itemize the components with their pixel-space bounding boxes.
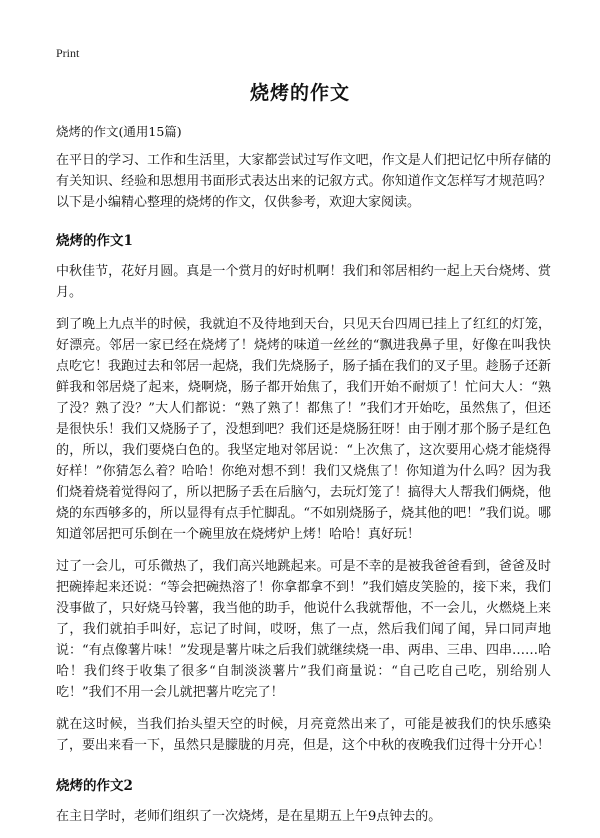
section-paragraph: 到了晚上九点半的时候，我就迫不及待地到天台，只见天台四周已挂上了红红的灯笼，好漂亮。邻居一家已经在烧烤了！烧烤的味道一丝丝的“飘进我鼻子里，好像在叫我快点吃它！我跑过去和邻居一起烧，我们先烧肠子，肠子插在我们的叉子里。趁肠子还新鲜我和邻居烧了起来，烧啊烧，肠子都开始焦了，我们开始不耐烦了！忙问大人：“熟了没？熟了没？”大人们都说：“熟了熟了！都焦了！”我们才开始吃，虽然焦了，但还是很快乐！我们又烧肠子了，没想到吧？我们还是烧肠狂呀！由于刚才那个肠子是红色的，所以，我们要烧白色的。我坚定地对邻居说：“上次焦了，这次要用心烧才能烧得好样！”你猜怎么着？哈哈！你绝对想不到！我们又烧焦了！你知道为什么吗？因为我们烧着烧着觉得闷了，所以把肠子丢在后脑勺，去玩灯笼了！搞得大人帮我们俩烧，他烧的东西够多的，所以显得有点手忙脚乱。“不如别烧肠子，烧其他的吧！”我们说。哪知道邻居把可乐倒在一个碗里放在烧烤炉上烤！哈哈！真好玩！ [56, 317, 551, 542]
intro-paragraph: 在平日的学习、工作和生活里，大家都尝试过写作文吧，作文是人们把记忆中所存储的有关知识、经验和思想用书面形式表达出来的记叙方式。你知道作文怎样写才规范吗？以下是小编精心整理的烧烤的作文，仅供参考，欢迎大家阅读。 [56, 153, 551, 210]
section-paragraph: 中秋佳节，花好月圆。真是一个赏月的好时机啊！我们和邻居相约一起上天台烧烤、赏月。 [56, 264, 551, 300]
section-2 [56, 774, 551, 827]
section-heading: 烧烤的作文2 [56, 778, 133, 794]
section-paragraph: 在主日学时，老师们组织了一次烧烤，是在星期五上午9点钟去的。 [56, 809, 442, 824]
page-title: 烧烤的作文 [249, 82, 350, 104]
section-heading: 烧烤的作文1 [56, 233, 133, 249]
section-paragraph: 就在这时候，当我们抬头望天空的时候，月亮竟然出来了，可能是被我们的快乐感染了，要出来看一下，虽然只是朦胧的月亮，但是，这个中秋的夜晚我们过得十分开心！ [56, 717, 551, 753]
section-1 [56, 229, 551, 756]
print-link[interactable]: Print [56, 46, 80, 60]
document-subtitle: 烧烤的作文(通用15篇) [56, 124, 182, 139]
document-body [56, 150, 551, 838]
section-paragraph: 过了一会儿，可乐微热了，我们高兴地跳起来。可是不幸的是被我爸爸看到，爸爸及时把碗捧起来还说：“等会把碗热溶了！你拿都拿不到！”我们嬉皮笑脸的，接下来，我们没事做了，只好烧马铃薯，我当他的助手，他说什么我就帮他，不一会儿，火燃烧上来了，我们就拍手叫好，忘记了时间，哎呀，焦了一点，然后我们闻了闻，异口同声地说：“有点像薯片味！”发现是薯片味之后我们就继续烧一串、两串、三串、四串……哈哈！我们终于收集了很多“自制淡淡薯片”我们商量说：“自己吃自己吃，别给别人吃！”我们不用一会儿就把薯片吃完了！ [56, 559, 551, 700]
